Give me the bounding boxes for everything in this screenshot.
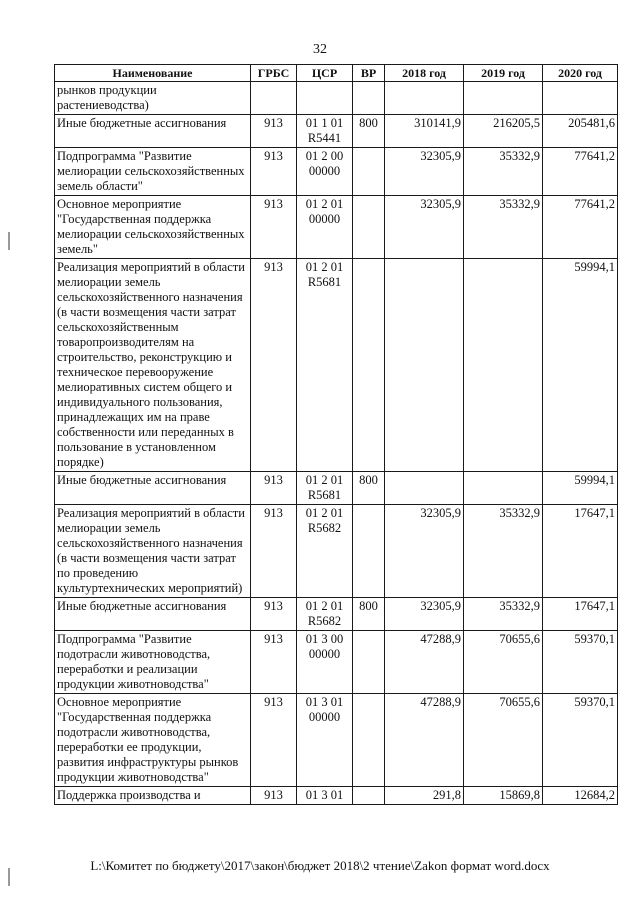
cell-2018 bbox=[385, 82, 464, 115]
cell-2020: 59994,1 bbox=[543, 259, 618, 472]
cell-vr bbox=[353, 148, 385, 196]
table-row bbox=[55, 82, 618, 115]
cell-csr: 01 2 01 R5681 bbox=[297, 472, 353, 505]
cell-grbs: 913 bbox=[251, 115, 297, 148]
cell-csr bbox=[297, 82, 353, 115]
cell-2019: 35332,9 bbox=[464, 196, 543, 259]
cell-grbs: 913 bbox=[251, 694, 297, 787]
cell-csr: 01 2 01 R5682 bbox=[297, 505, 353, 598]
cell-vr bbox=[353, 787, 385, 805]
cell-csr: 01 2 00 00000 bbox=[297, 148, 353, 196]
cell-2019: 35332,9 bbox=[464, 598, 543, 631]
table-row bbox=[55, 598, 618, 631]
column-header-vr: ВР bbox=[353, 65, 385, 82]
budget-table bbox=[54, 64, 618, 805]
cell-2020: 77641,2 bbox=[543, 196, 618, 259]
cell-vr bbox=[353, 196, 385, 259]
cell-2019: 35332,9 bbox=[464, 148, 543, 196]
cell-name: Иные бюджетные ассигнования bbox=[55, 472, 251, 505]
cell-2018 bbox=[385, 259, 464, 472]
cell-grbs: 913 bbox=[251, 472, 297, 505]
cell-2019: 70655,6 bbox=[464, 631, 543, 694]
table-row bbox=[55, 115, 618, 148]
cell-2020: 12684,2 bbox=[543, 787, 618, 805]
cell-2018: 47288,9 bbox=[385, 631, 464, 694]
cell-2020: 59994,1 bbox=[543, 472, 618, 505]
table-body bbox=[55, 82, 618, 805]
cell-name: Иные бюджетные ассигнования bbox=[55, 115, 251, 148]
cell-2019 bbox=[464, 82, 543, 115]
scan-margin-mark bbox=[8, 232, 10, 250]
cell-2020: 77641,2 bbox=[543, 148, 618, 196]
cell-csr: 01 2 01 R5681 bbox=[297, 259, 353, 472]
cell-grbs: 913 bbox=[251, 259, 297, 472]
cell-2019: 15869,8 bbox=[464, 787, 543, 805]
cell-grbs: 913 bbox=[251, 505, 297, 598]
cell-name: Подпрограмма "Развитие мелиорации сельскохозяйственных земель области" bbox=[55, 148, 251, 196]
cell-csr: 01 2 01 R5682 bbox=[297, 598, 353, 631]
cell-2018: 310141,9 bbox=[385, 115, 464, 148]
column-header-csr: ЦСР bbox=[297, 65, 353, 82]
cell-2018: 32305,9 bbox=[385, 505, 464, 598]
table-header-row bbox=[55, 65, 618, 82]
cell-vr: 800 bbox=[353, 598, 385, 631]
cell-2020: 17647,1 bbox=[543, 598, 618, 631]
cell-grbs: 913 bbox=[251, 148, 297, 196]
cell-csr: 01 2 01 00000 bbox=[297, 196, 353, 259]
cell-name: Реализация мероприятий в области мелиорации земель сельскохозяйственного назначения (в части возмещения части затрат по проведению культуртехнических мероприятий) bbox=[55, 505, 251, 598]
cell-grbs: 913 bbox=[251, 787, 297, 805]
column-header-name: Наименование bbox=[55, 65, 251, 82]
cell-name: Основное мероприятие "Государственная поддержка мелиорации сельскохозяйственных земель" bbox=[55, 196, 251, 259]
cell-2020: 17647,1 bbox=[543, 505, 618, 598]
cell-csr: 01 3 01 bbox=[297, 787, 353, 805]
cell-csr: 01 3 01 00000 bbox=[297, 694, 353, 787]
cell-2018: 47288,9 bbox=[385, 694, 464, 787]
cell-grbs: 913 bbox=[251, 631, 297, 694]
table-row bbox=[55, 472, 618, 505]
cell-2018 bbox=[385, 472, 464, 505]
cell-grbs: 913 bbox=[251, 196, 297, 259]
cell-name: Основное мероприятие "Государственная поддержка подотрасли животноводства, переработки ее продукции, развития инфраструктуры рынков продукции животноводства" bbox=[55, 694, 251, 787]
cell-2018: 32305,9 bbox=[385, 598, 464, 631]
cell-2020: 205481,6 bbox=[543, 115, 618, 148]
column-header-grbs: ГРБС bbox=[251, 65, 297, 82]
page-number: 32 bbox=[313, 42, 327, 57]
cell-2020: 59370,1 bbox=[543, 631, 618, 694]
cell-2019: 70655,6 bbox=[464, 694, 543, 787]
column-header-2020: 2020 год bbox=[543, 65, 618, 82]
cell-csr: 01 1 01 R5441 bbox=[297, 115, 353, 148]
table-row bbox=[55, 694, 618, 787]
cell-csr: 01 3 00 00000 bbox=[297, 631, 353, 694]
footer-file-path: L:\Комитет по бюджету\2017\закон\бюджет 2018\2 чтение\Zakon формат word.docx bbox=[90, 858, 550, 873]
cell-2019: 216205,5 bbox=[464, 115, 543, 148]
cell-vr: 800 bbox=[353, 472, 385, 505]
cell-vr bbox=[353, 631, 385, 694]
cell-grbs bbox=[251, 82, 297, 115]
cell-vr bbox=[353, 505, 385, 598]
cell-2020: 59370,1 bbox=[543, 694, 618, 787]
scan-margin-mark bbox=[8, 868, 10, 886]
table-row bbox=[55, 148, 618, 196]
table-row bbox=[55, 196, 618, 259]
column-header-2018: 2018 год bbox=[385, 65, 464, 82]
cell-2019 bbox=[464, 472, 543, 505]
cell-2018: 291,8 bbox=[385, 787, 464, 805]
cell-name: Реализация мероприятий в области мелиорации земель сельскохозяйственного назначения (в части возмещения части затрат сельскохозяйственным товаропроизводителям на строительство, реконструкцию и техническое перевооружение мелиоративных систем общего и индивидуального пользования, принадлежащих им на праве собственности или переданных в пользование в установленном порядке) bbox=[55, 259, 251, 472]
table-row bbox=[55, 787, 618, 805]
cell-vr bbox=[353, 82, 385, 115]
cell-name: Иные бюджетные ассигнования bbox=[55, 598, 251, 631]
cell-2019: 35332,9 bbox=[464, 505, 543, 598]
cell-2019 bbox=[464, 259, 543, 472]
table-row bbox=[55, 505, 618, 598]
cell-vr bbox=[353, 694, 385, 787]
cell-2018: 32305,9 bbox=[385, 148, 464, 196]
cell-name: Подпрограмма "Развитие подотрасли животноводства, переработки и реализации продукции животноводства" bbox=[55, 631, 251, 694]
table-row bbox=[55, 259, 618, 472]
cell-grbs: 913 bbox=[251, 598, 297, 631]
cell-vr bbox=[353, 259, 385, 472]
column-header-2019: 2019 год bbox=[464, 65, 543, 82]
cell-2020 bbox=[543, 82, 618, 115]
cell-2018: 32305,9 bbox=[385, 196, 464, 259]
cell-name: Поддержка производства и bbox=[55, 787, 251, 805]
table-row bbox=[55, 631, 618, 694]
cell-name: рынков продукции растениеводства) bbox=[55, 82, 251, 115]
cell-vr: 800 bbox=[353, 115, 385, 148]
